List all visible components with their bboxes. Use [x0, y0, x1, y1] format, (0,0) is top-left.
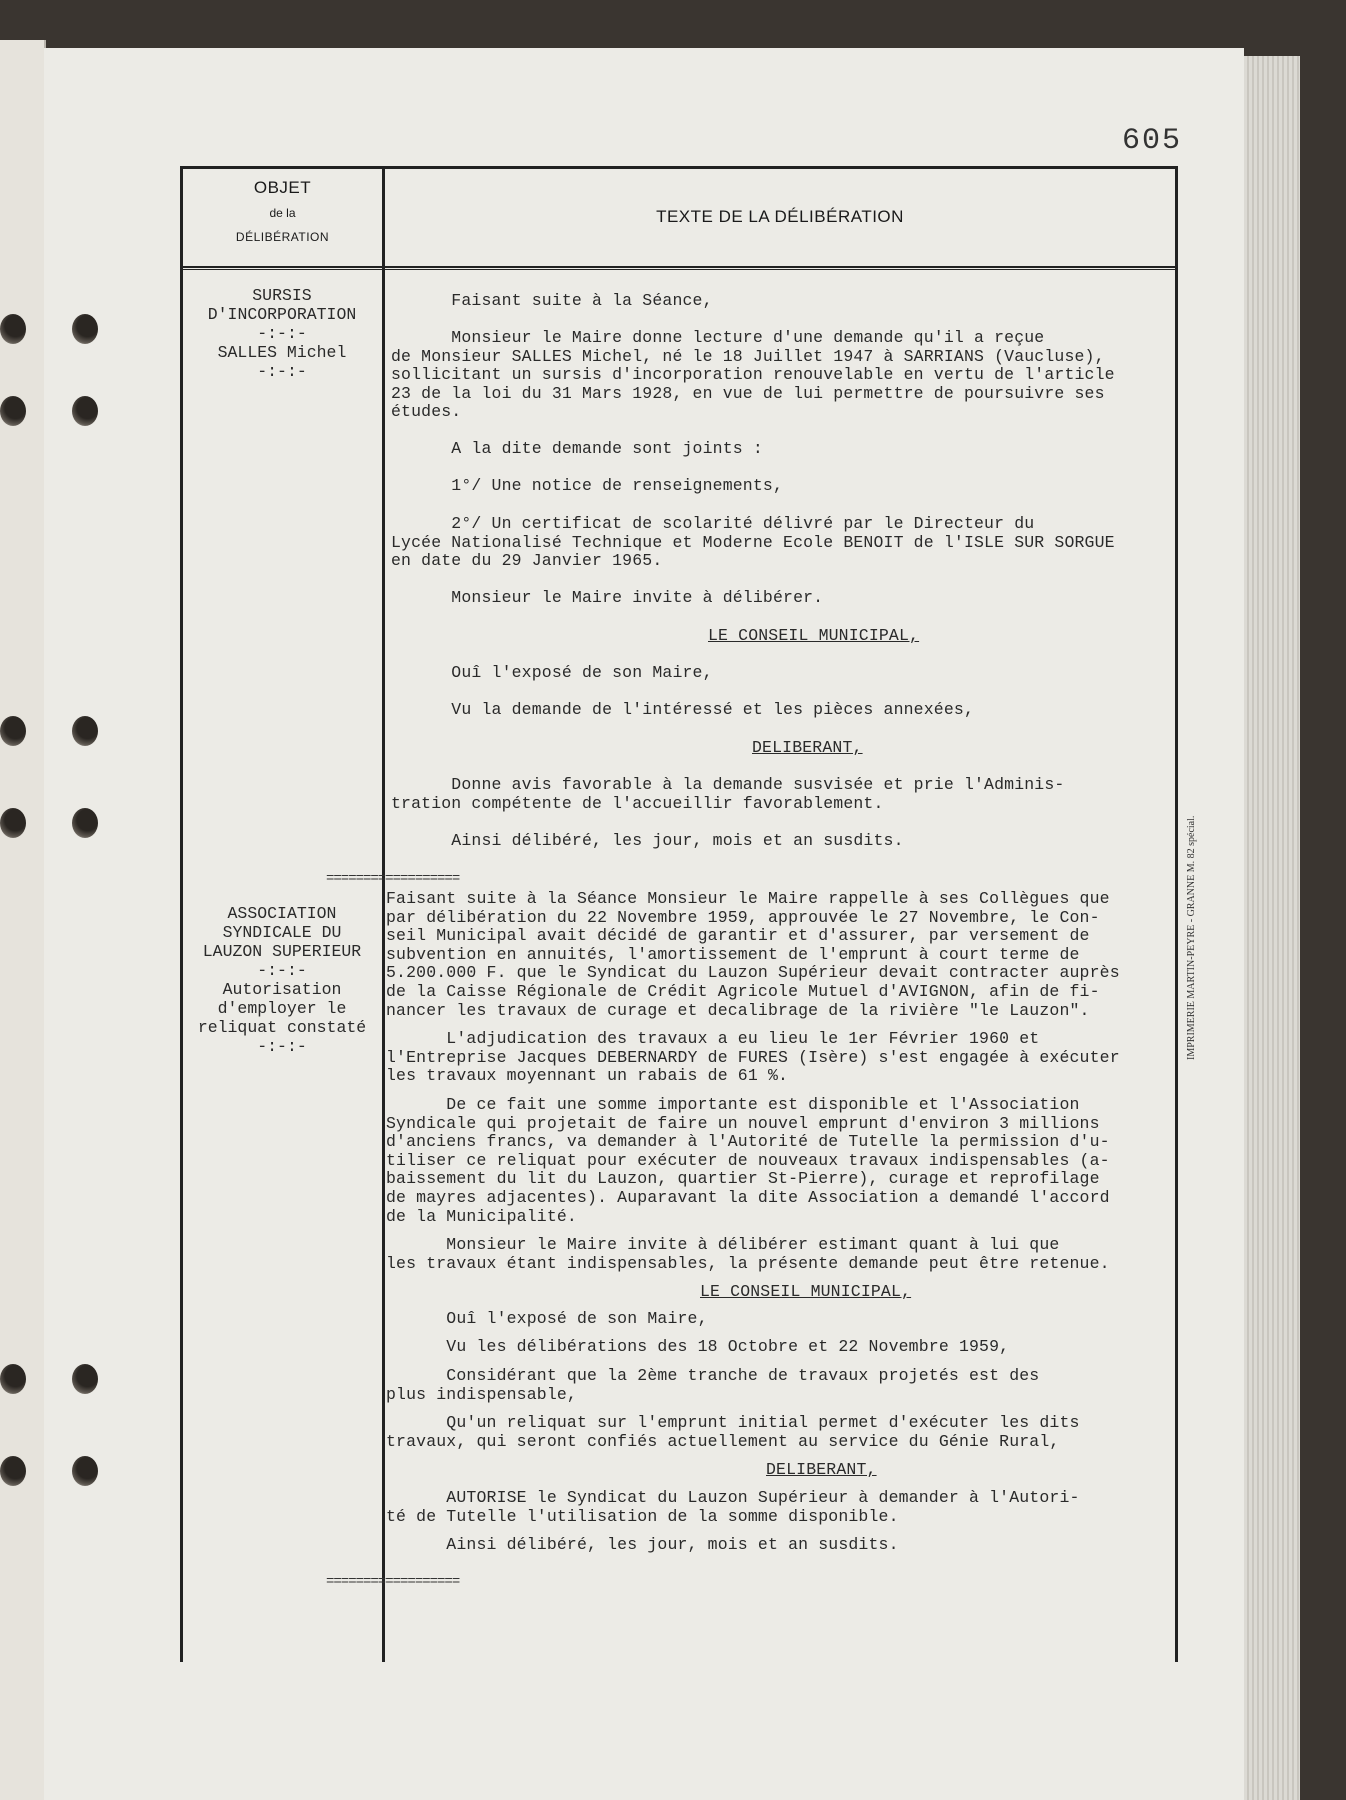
subject-line: LAUZON SUPERIEUR [202, 942, 362, 961]
header-texte: TEXTE DE LA DÉLIBÉRATION [656, 207, 904, 226]
paragraph: De ce fait une somme importante est disponible et l'Association Syndicale qui projetait de faire un nouvel emprunt d'environ 3 millions d'anciens francs, va demander à l'Autorité de Tutelle la permission d'u- tiliser ce reliquat pour exécuter de nouveaux travaux indispensables (a- baissement du lit du Lauzon, quartier St-Pierre), curage et reprofilage de mayres adjacentes). Auparavant la dite Association a demandé l'accord de la Municipalité. [386, 1095, 1110, 1226]
binder-hole-icon [72, 396, 98, 426]
subject-sursis [184, 286, 380, 381]
conseil-municipal-heading: LE CONSEIL MUNICIPAL, [700, 1282, 912, 1301]
paragraph: Donne avis favorable à la demande susvisée et prie l'Adminis- tration compétente de l'accueillir favorablement. [391, 775, 1065, 813]
paragraph: Ainsi délibéré, les jour, mois et an susdits. [391, 831, 904, 850]
header-objet [183, 178, 382, 244]
deliberant-heading: DELIBERANT, [766, 1460, 877, 1479]
subject-line: -:-:- [257, 1037, 307, 1056]
paragraph: Vu les délibérations des 18 Octobre et 22 Novembre 1959, [386, 1337, 1010, 1356]
subject-line: d'employer le [217, 999, 347, 1018]
paragraph: Qu'un reliquat sur l'emprunt initial permet d'exécuter les dits travaux, qui seront confiés actuellement au service du Génie Rural, [386, 1413, 1080, 1451]
paragraph: Considérant que la 2ème tranche de travaux projetés est des plus indispensable, [386, 1366, 1040, 1404]
binder-hole-icon [0, 396, 26, 426]
paragraph: AUTORISE le Syndicat du Lauzon Supérieur à demander à l'Autori- té de Tutelle l'utilisation de la somme disponible. [386, 1488, 1080, 1526]
column-divider [382, 166, 385, 1662]
header-objet-de-la: de la [269, 206, 296, 220]
deliberant-heading: DELIBERANT, [752, 738, 863, 757]
conseil-municipal-heading: LE CONSEIL MUNICIPAL, [708, 626, 920, 645]
paragraph: Ouî l'exposé de son Maire, [391, 663, 713, 682]
subject-line: SYNDICALE DU [222, 923, 342, 942]
page-number: 605 [1122, 124, 1183, 158]
header-rule [180, 266, 1178, 270]
paragraph: A la dite demande sont joints : [391, 439, 763, 458]
subject-line: D'INCORPORATION [207, 305, 357, 324]
paragraph: L'adjudication des travaux a eu lieu le 1er Février 1960 et l'Entreprise Jacques DEBERNARDY de FURES (Isère) s'est engagée à exécuter les travaux moyennant un rabais de 61 %. [386, 1029, 1120, 1086]
paragraph: Ouî l'exposé de son Maire, [386, 1309, 708, 1328]
binder-hole-icon [0, 1364, 26, 1394]
binder-hole-icon [72, 808, 98, 838]
subject-line: -:-:- [257, 324, 307, 343]
subject-line: ASSOCIATION [227, 904, 337, 923]
binder-hole-icon [72, 716, 98, 746]
paragraph: 1°/ Une notice de renseignements, [391, 476, 784, 495]
subject-line: SALLES Michel [217, 343, 347, 362]
page-stack-edge [1244, 56, 1300, 1800]
subject-line: reliquat constaté [197, 1018, 367, 1037]
separator-line: ================== [326, 871, 460, 887]
binder-hole-icon [72, 1364, 98, 1394]
subject-line: Autorisation [222, 980, 342, 999]
subject-line: -:-:- [257, 961, 307, 980]
binder-hole-icon [0, 716, 26, 746]
binder-hole-icon [72, 1456, 98, 1486]
printer-imprint: IMPRIMERIE MARTIN-PEYRE - GRANNE M. 82 spécial. [1186, 815, 1197, 1060]
binder-hole-icon [72, 314, 98, 344]
paragraph: Monsieur le Maire invite à délibérer. [391, 588, 824, 607]
paragraph: Faisant suite à la Séance, [391, 291, 713, 310]
separator-line: ================== [326, 1574, 460, 1590]
paragraph: Monsieur le Maire invite à délibérer estimant quant à lui que les travaux étant indispensables, la présente demande peut être retenue. [386, 1235, 1110, 1273]
paragraph: Monsieur le Maire donne lecture d'une demande qu'il a reçue de Monsieur SALLES Michel, né le 18 Juillet 1947 à SARRIANS (Vaucluse), sollicitant un sursis d'incorporation renouvelable en vertu de l'article 23 de la loi du 31 Mars 1928, en vue de lui permettre de poursuivre ses études. [391, 328, 1115, 422]
paragraph: 2°/ Un certificat de scolarité délivré par le Directeur du Lycée Nationalisé Technique et Moderne Ecole BENOIT de l'ISLE SUR SORGUE en date du 29 Janvier 1965. [391, 514, 1115, 571]
binder-hole-icon [0, 808, 26, 838]
subject-line: SURSIS [252, 286, 312, 305]
header-objet-deliberation: DÉLIBÉRATION [235, 230, 330, 244]
binder-hole-icon [0, 1456, 26, 1486]
paragraph: Faisant suite à la Séance Monsieur le Maire rappelle à ses Collègues que par délibération du 22 Novembre 1959, approuvée le 27 Novembre, le Con- seil Municipal avait décidé de garantir et d'assurer, par versement de subvention en annuités, l'amortissement de l'emprunt à court terme de 5.200.000 F. que le Syndicat du Lauzon Supérieur devait contracter auprès de la Caisse Régionale de Crédit Agricole Mutuel d'AVIGNON, afin de fi- nancer les travaux de curage et decalibrage de la rivière "le Lauzon". [386, 889, 1120, 1020]
subject-association [184, 904, 380, 1056]
paragraph: Ainsi délibéré, les jour, mois et an susdits. [386, 1535, 899, 1554]
binder-hole-icon [0, 314, 26, 344]
subject-line: -:-:- [257, 362, 307, 381]
header-objet-title: OBJET [253, 178, 312, 197]
paragraph: Vu la demande de l'intéressé et les pièces annexées, [391, 700, 974, 719]
facing-page-edge [0, 40, 46, 1800]
